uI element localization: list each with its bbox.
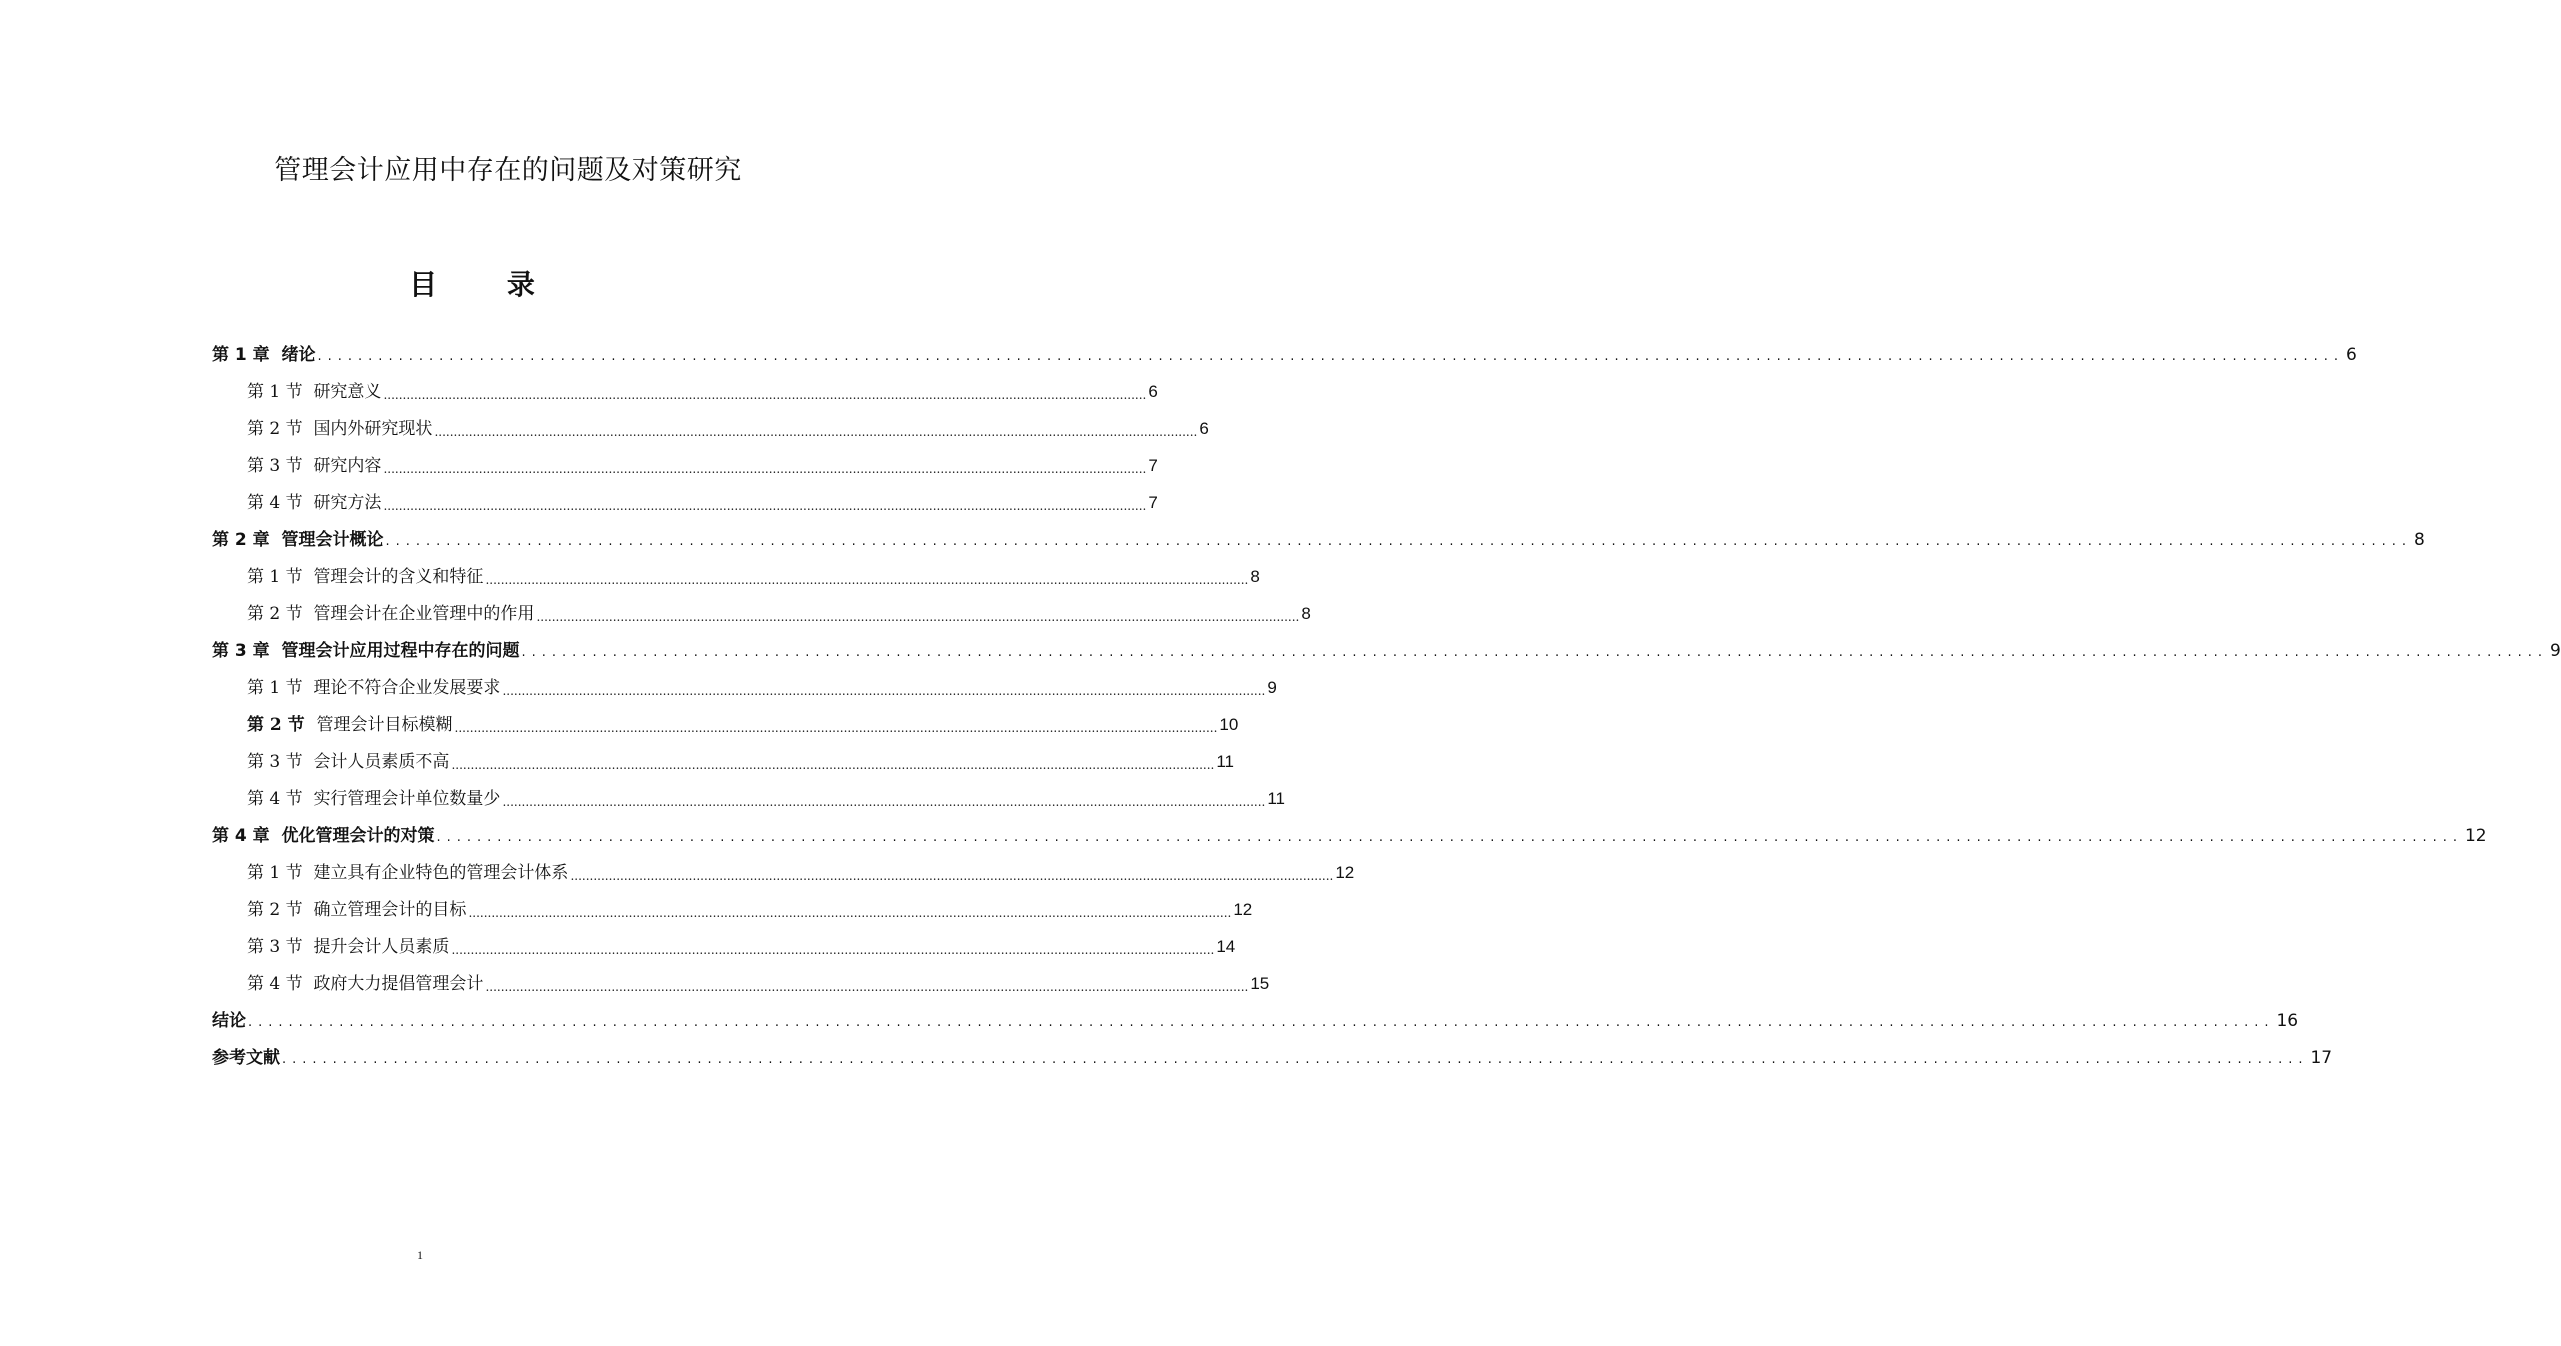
- toc-entry-chapter-3[interactable]: [212, 632, 2561, 669]
- toc-entry-section[interactable]: [212, 965, 1270, 1002]
- toc-entry-section[interactable]: [212, 669, 1277, 706]
- dot-leader: ........................................................................................................................................................................................................: [570, 868, 1334, 883]
- toc-entry-page: 11: [1216, 751, 1234, 771]
- toc-entry-page: 16: [2276, 1010, 2299, 1031]
- toc-entry-label: 优化管理会计的对策: [281, 825, 435, 846]
- toc-entry-label: 管理会计应用过程中存在的问题: [281, 640, 520, 661]
- dot-leader: ........................................................................................................................................................................................................: [282, 1051, 2309, 1067]
- toc-entry-number: 第 3 章: [212, 640, 282, 661]
- dot-leader: ........................................................................................................................................................................................................: [383, 461, 1147, 476]
- toc-entry-label: 确立管理会计的目标: [313, 899, 467, 920]
- toc-entry-page: 9: [1267, 677, 1277, 697]
- toc-entry-references[interactable]: [212, 1039, 2333, 1076]
- toc-entry-label: 管理会计的含义和特征: [313, 566, 484, 587]
- toc-entry-section[interactable]: [212, 780, 1285, 817]
- dot-leader: ........................................................................................................................................................................................................: [383, 387, 1147, 402]
- toc-entry-label: 管理会计在企业管理中的作用: [313, 603, 535, 624]
- toc-entry-number: 第 1 章: [212, 344, 282, 365]
- toc-entry-section[interactable]: [212, 854, 1355, 891]
- toc-entry-number: 第 1 节: [247, 381, 314, 402]
- toc-entry-page: 8: [1301, 603, 1311, 623]
- toc-entry-page: 12: [2464, 825, 2487, 846]
- toc-entry-label: 管理会计概论: [281, 529, 384, 550]
- toc-entry-section[interactable]: [212, 410, 1209, 447]
- toc-entry-chapter-1[interactable]: [212, 336, 2357, 373]
- toc-entry-label: 管理会计目标模糊: [316, 714, 453, 735]
- toc-entry-label: 结论: [212, 1010, 246, 1031]
- toc-entry-page: 7: [1148, 455, 1158, 475]
- toc-entry-number: 第 1 节: [247, 566, 314, 587]
- dot-leader: ........................................................................................................................................................................................................: [485, 979, 1249, 994]
- toc-entry-page: 6: [1199, 418, 1209, 438]
- document-title: 管理会计应用中存在的问题及对策研究: [274, 155, 742, 187]
- toc-entry-number: 第 3 节: [247, 455, 314, 476]
- toc-entry-label: 政府大力提倡管理会计: [313, 973, 484, 994]
- toc-entry-label: 实行管理会计单位数量少: [313, 788, 501, 809]
- toc-entry-section[interactable]: [212, 447, 1158, 484]
- toc-entry-section[interactable]: [212, 891, 1253, 928]
- toc-entry-section[interactable]: [212, 928, 1236, 965]
- toc-entry-page: 11: [1267, 788, 1285, 808]
- dot-leader: ........................................................................................................................................................................................................: [383, 498, 1147, 513]
- toc-entry-page: 9: [2549, 640, 2561, 661]
- toc-entry-page: 14: [1216, 936, 1236, 956]
- toc-entry-label: 理论不符合企业发展要求: [313, 677, 501, 698]
- dot-leader: ........................................................................................................................................................................................................: [451, 942, 1215, 957]
- toc-entry-section[interactable]: [212, 595, 1311, 632]
- toc-entry-number: 第 2 节: [247, 714, 317, 735]
- toc-entry-label: 参考文献: [212, 1047, 280, 1068]
- toc-entry-conclusion[interactable]: [212, 1002, 2299, 1039]
- toc-entry-page: 7: [1148, 492, 1158, 512]
- toc-entry-page: 12: [1233, 899, 1253, 919]
- toc-entry-number: 第 4 节: [247, 492, 314, 513]
- dot-leader: ........................................................................................................................................................................................................: [502, 683, 1266, 698]
- toc-entry-section[interactable]: [212, 558, 1260, 595]
- toc-entry-number: 第 1 节: [247, 862, 314, 883]
- toc-entry-page: 10: [1219, 714, 1239, 734]
- toc-entry-page: 8: [1250, 566, 1260, 586]
- dot-leader: ........................................................................................................................................................................................................: [317, 348, 2344, 364]
- toc-entry-number: 第 2 节: [247, 603, 314, 624]
- toc-entry-page: 17: [2310, 1047, 2333, 1068]
- toc-entry-page: 8: [2413, 529, 2425, 550]
- toc-entry-page: 6: [2345, 344, 2357, 365]
- toc-entry-number: 第 1 节: [247, 677, 314, 698]
- toc-entry-page: 12: [1335, 862, 1355, 882]
- dot-leader: ........................................................................................................................................................................................................: [468, 905, 1232, 920]
- toc-entry-section[interactable]: [212, 373, 1158, 410]
- table-of-contents: [212, 336, 2561, 1076]
- dot-leader: ........................................................................................................................................................................................................: [502, 794, 1266, 809]
- page-number: 1: [417, 1248, 423, 1262]
- toc-entry-number: 第 4 章: [212, 825, 282, 846]
- toc-entry-chapter-4[interactable]: [212, 817, 2487, 854]
- toc-entry-number: 第 4 节: [247, 973, 314, 994]
- toc-entry-label: 会计人员素质不高: [313, 751, 450, 772]
- toc-entry-page: 15: [1250, 973, 1270, 993]
- dot-leader: ........................................................................................................................................................................................................: [521, 644, 2548, 660]
- toc-entry-label: 提升会计人员素质: [313, 936, 450, 957]
- toc-heading: 目 录: [409, 268, 565, 302]
- toc-entry-number: 第 2 节: [247, 899, 314, 920]
- toc-entry-section[interactable]: [212, 484, 1158, 521]
- toc-entry-label: 研究意义: [313, 381, 382, 402]
- dot-leader: ........................................................................................................................................................................................................: [454, 720, 1218, 735]
- toc-entry-label: 研究内容: [313, 455, 382, 476]
- toc-entry-number: 第 3 节: [247, 751, 314, 772]
- dot-leader: ........................................................................................................................................................................................................: [436, 829, 2463, 845]
- dot-leader: ........................................................................................................................................................................................................: [536, 609, 1300, 624]
- toc-entry-chapter-2[interactable]: [212, 521, 2425, 558]
- toc-entry-number: 第 4 节: [247, 788, 314, 809]
- toc-entry-label: 研究方法: [313, 492, 382, 513]
- toc-entry-number: 第 3 节: [247, 936, 314, 957]
- toc-entry-number: 第 2 节: [247, 418, 314, 439]
- dot-leader: ........................................................................................................................................................................................................: [434, 424, 1198, 439]
- dot-leader: ........................................................................................................................................................................................................: [385, 533, 2412, 549]
- toc-entry-label: 绪论: [281, 344, 316, 365]
- toc-entry-page: 6: [1148, 381, 1158, 401]
- toc-entry-section[interactable]: [212, 743, 1234, 780]
- dot-leader: ........................................................................................................................................................................................................: [248, 1014, 2275, 1030]
- toc-entry-number: 第 2 章: [212, 529, 282, 550]
- dot-leader: ........................................................................................................................................................................................................: [451, 757, 1215, 772]
- toc-entry-label: 建立具有企业特色的管理会计体系: [313, 862, 569, 883]
- toc-entry-section[interactable]: [212, 706, 1239, 743]
- dot-leader: ........................................................................................................................................................................................................: [485, 572, 1249, 587]
- toc-entry-label: 国内外研究现状: [313, 418, 433, 439]
